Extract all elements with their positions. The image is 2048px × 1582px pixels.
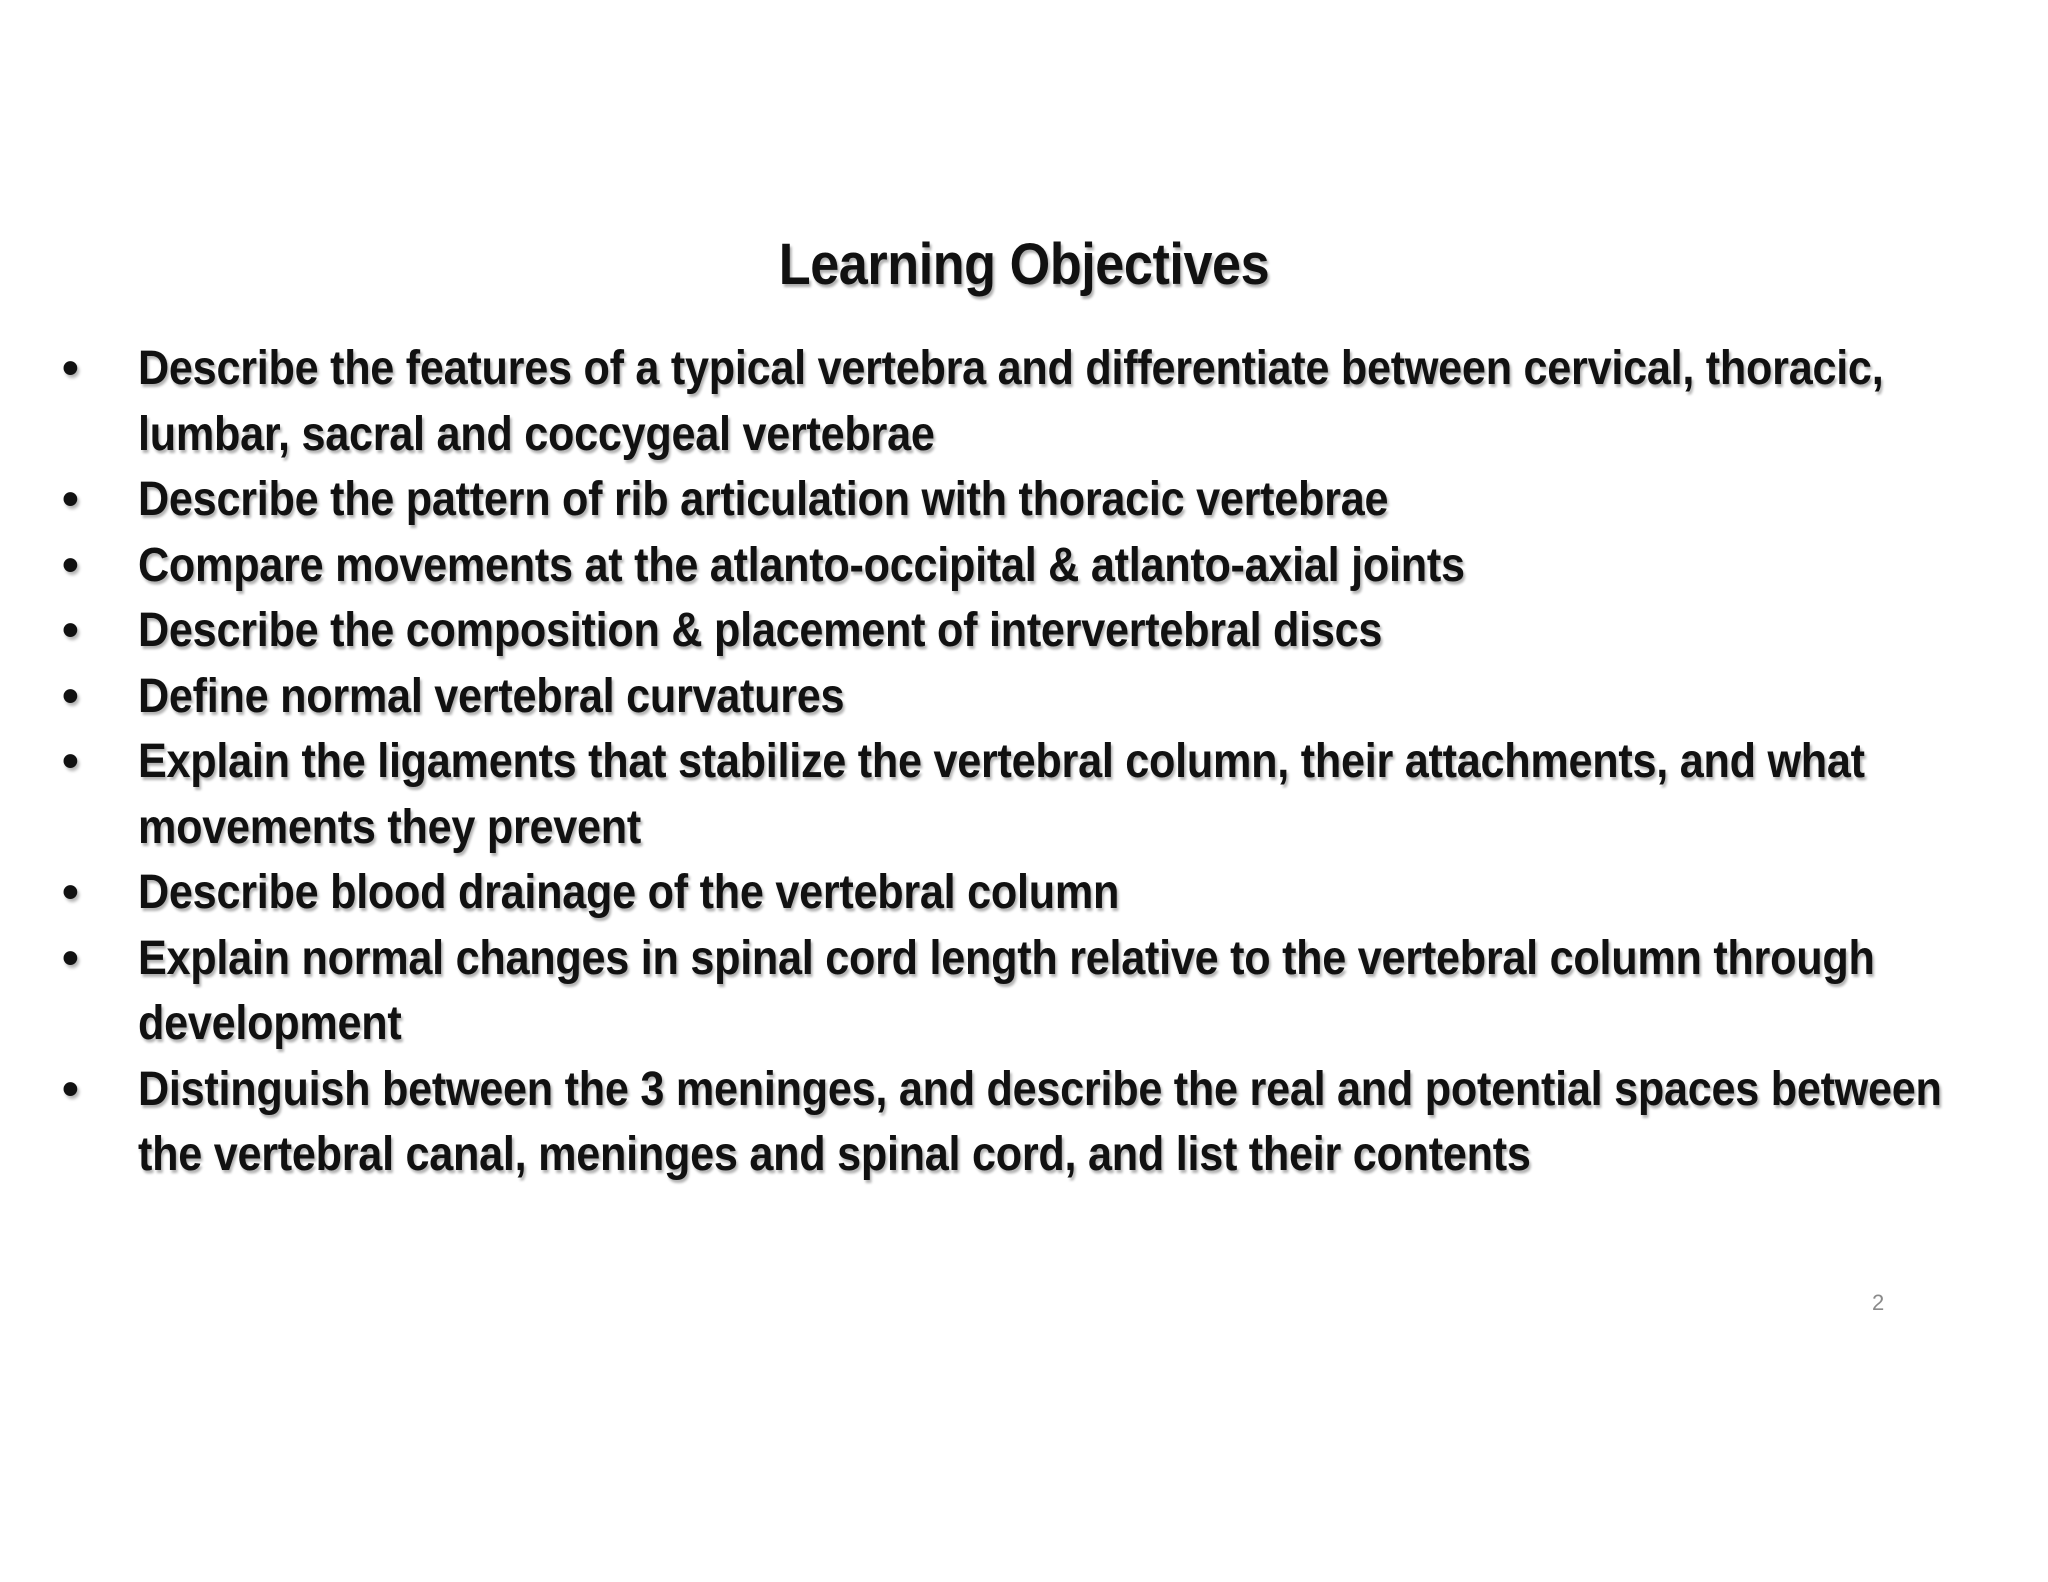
list-item	[60, 860, 2020, 926]
objective-text: Explain normal changes in spinal cord length relative to the vertebral column through development	[138, 931, 1875, 1050]
bullet-icon: •	[62, 604, 79, 657]
bullet-icon: •	[62, 538, 79, 592]
list-item	[60, 467, 2020, 533]
list-item	[60, 1057, 2020, 1188]
objective-text: Describe blood drainage of the vertebral column	[138, 866, 1120, 919]
list-item	[60, 336, 2020, 467]
objective-text: Compare movements at the atlanto-occipital & atlanto-axial joints	[138, 538, 1465, 592]
objective-text: Define normal vertebral curvatures	[138, 669, 845, 723]
list-item	[60, 729, 2020, 860]
bullet-icon: •	[62, 931, 79, 985]
bullet-icon: •	[62, 735, 79, 788]
bullet-icon: •	[62, 473, 79, 526]
list-item	[60, 533, 2020, 599]
objective-text: Describe the pattern of rib articulation with thoracic vertebrae	[138, 473, 1389, 526]
page-number: 2	[1872, 1290, 1885, 1315]
objectives-list	[60, 336, 2020, 1188]
objective-text: Describe the composition & placement of intervertebral discs	[138, 604, 1383, 657]
objective-text: Distinguish between the 3 meninges, and describe the real and potential spaces between the vertebral canal, meninges and spinal cord, and list their contents	[138, 1062, 1942, 1181]
bullet-icon: •	[62, 342, 79, 395]
list-item	[60, 926, 2020, 1057]
slide-title: Learning Objectives	[778, 232, 1270, 297]
bullet-icon: •	[62, 669, 79, 723]
list-item	[60, 598, 2020, 664]
bullet-icon: •	[62, 866, 79, 919]
objective-text: Explain the ligaments that stabilize the vertebral column, their attachments, and what movements they prevent	[138, 735, 1865, 854]
bullet-icon: •	[62, 1062, 79, 1116]
objective-text: Describe the features of a typical vertebra and differentiate between cervical, thoracic, lumbar, sacral and coccygeal vertebrae	[138, 342, 1884, 461]
list-item	[60, 664, 2020, 730]
